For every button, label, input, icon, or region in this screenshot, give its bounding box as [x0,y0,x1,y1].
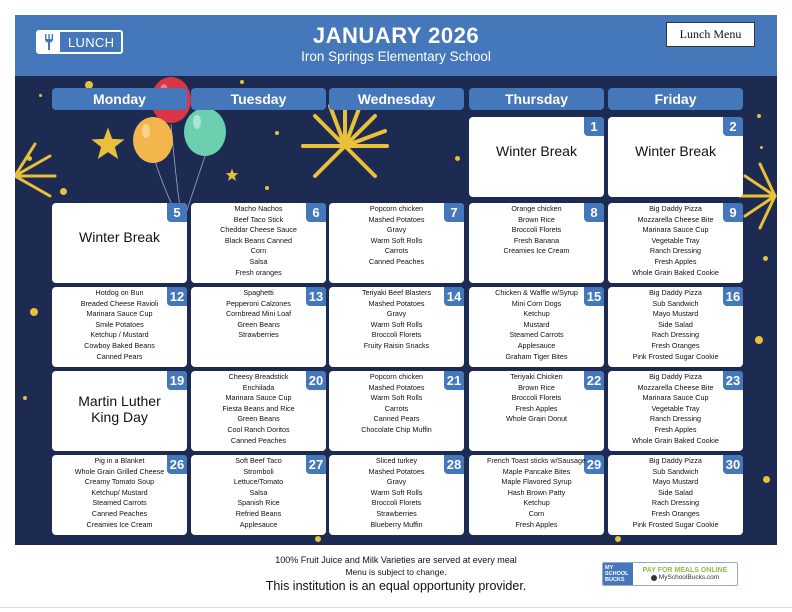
menu-item: Cool Ranch Doritos [227,424,290,434]
menu-item: Cheesy Breadstick [228,372,289,381]
menu-item: Marinara Sauce Cup [225,393,292,403]
menu-items [191,456,326,530]
footer-equal-opportunity: This institution is an equal opportunity provider. [265,579,527,593]
menu-item: Fresh Banana [513,235,560,245]
menu-item: Mashed Potatoes [368,298,425,308]
day-cell [329,371,464,451]
menu-item: Refried Beans [235,508,282,518]
menu-type-label: Lunch Menu [666,22,755,47]
menu-item: Stromboli [243,466,274,476]
date-badge: 13 [306,287,326,306]
menu-item: Chocolate Chip Muffin [361,424,432,434]
menu-item: Gravy [386,477,407,487]
date-badge: 19 [167,371,187,390]
myschoolbucks-url-text: MySchoolBucks.com [658,574,720,581]
day-header-thursday: Thursday [469,88,604,110]
menu-item: Green Beans [237,414,280,424]
menu-item: Graham Tiger Bites [505,351,568,361]
myschoolbucks-logo: MY SCHOOL BUCKS [603,563,633,585]
menu-item: Creamy Tomato Soup [84,477,155,487]
menu-item: Spaghetti [243,288,274,297]
footer [0,545,792,612]
date-badge: 2 [723,117,743,136]
menu-item: Pink Frosted Sugar Cookie [632,519,719,529]
menu-item: Sub Sandwich [652,466,699,476]
menu-item: Strawberries [238,330,279,340]
date-badge: 28 [444,455,464,474]
menu-item: Maple Pancake Bites [502,466,571,476]
menu-item: Mashed Potatoes [368,466,425,476]
menu-items [191,288,326,341]
menu-item: Mozzarella Cheese Bite [637,214,714,224]
menu-item: Fresh oranges [235,267,282,277]
menu-item: Mayo Mustard [652,309,699,319]
date-badge: 30 [723,455,743,474]
menu-items [329,372,464,436]
day-header-tuesday: Tuesday [191,88,326,110]
date-badge: 14 [444,287,464,306]
footer-divider [0,607,792,608]
date-badge: 16 [723,287,743,306]
menu-item: Carrots [384,403,409,413]
menu-item: Salsa [249,256,268,266]
menu-item: Breaded Cheese Ravioli [80,298,159,308]
menu-item: Fruity Raisin Snacks [363,340,430,350]
menu-item: Ketchup/ Mustard [91,487,148,497]
day-cell [608,117,743,197]
star-icon [90,126,126,162]
special-day-label: Winter Break [79,229,160,245]
day-header-monday: Monday [52,88,187,110]
menu-item: Canned Peaches [230,435,287,445]
menu-item: Macho Nachos [234,204,283,213]
menu-item: Blueberry Muffin [370,519,423,529]
menu-item: Cowboy Baked Beans [84,340,155,350]
menu-item: Mayo Mustard [652,477,699,487]
menu-item: Rach Dressing [651,498,700,508]
menu-item: Maple Flavored Syrup [501,477,572,487]
menu-items [608,288,743,362]
menu-item: Enchilada [242,382,275,392]
menu-item: Spanish Rice [237,498,280,508]
menu-item: Beef Taco Stick [233,214,284,224]
firework-icon [295,96,395,196]
day-header-wednesday: Wednesday [329,88,464,110]
pay-online-text: PAY FOR MEALS ONLINE [642,567,728,574]
menu-item: Salsa [249,487,268,497]
menu-item: Hash Brown Patty [507,487,566,497]
menu-items [329,204,464,268]
menu-item: Vegetable Tray [651,403,700,413]
menu-item: Cheddar Cheese Sauce [220,225,297,235]
menu-item: Popcorn chicken [369,372,424,381]
menu-item: Teriyaki Beef Blasters [361,288,432,297]
menu-item: Canned Peaches [91,508,148,518]
day-cell [608,203,743,283]
date-badge: 9 [723,203,743,222]
menu-item: Soft Beef Taco [235,456,282,465]
day-cell [52,455,187,535]
menu-item: Steamed Carrots [92,498,147,508]
menu-items [52,288,187,362]
menu-item: Strawberries [376,508,417,518]
menu-item: Big Daddy Pizza [649,288,702,297]
menu-item: Applesauce [517,340,556,350]
menu-item: Ranch Dressing [649,246,702,256]
lunch-badge-label: LUNCH [68,34,115,50]
menu-item: Orange chicken [511,204,562,213]
special-day-label: Winter Break [496,143,577,159]
menu-item: Broccoli Florets [371,330,422,340]
date-badge: 15 [584,287,604,306]
menu-items [469,372,604,425]
menu-items [191,204,326,278]
menu-item: Steamed Carrots [509,330,564,340]
header [15,15,777,76]
menu-item: Broccoli Florets [511,393,562,403]
day-cell [469,371,604,451]
menu-item: Creamies Ice Cream [86,519,153,529]
menu-item: Fresh Oranges [651,508,700,518]
date-badge: 22 [584,371,604,390]
menu-item: Fresh Apples [654,256,697,266]
menu-item: Rach Dressing [651,330,700,340]
menu-item: Whole Grain Grilled Cheese [74,466,165,476]
menu-item: Teriyaki Chicken [510,372,563,381]
menu-item: Warm Soft Rolls [370,319,423,329]
menu-items [469,456,604,530]
menu-item: Warm Soft Rolls [370,235,423,245]
day-cell [608,455,743,535]
menu-item: Big Daddy Pizza [649,372,702,381]
menu-items [469,288,604,362]
day-cell [329,455,464,535]
menu-item: Ketchup [523,498,550,508]
menu-item: Carrots [384,246,409,256]
menu-item: Gravy [386,225,407,235]
footer-change-note: Menu is subject to change. [345,567,447,577]
menu-item: Brown Rice [518,382,555,392]
day-cell [329,203,464,283]
menu-items [329,456,464,530]
day-cell [52,287,187,367]
day-cell [469,455,604,535]
menu-item: Mozzarella Cheese Bite [637,382,714,392]
menu-item: Corn [250,246,267,256]
menu-item: Fresh Apples [515,403,558,413]
menu-item: Broccoli Florets [511,225,562,235]
menu-item: Fresh Apples [515,519,558,529]
menu-item: Brown Rice [518,214,555,224]
day-cell [469,287,604,367]
menu-item: Big Daddy Pizza [649,456,702,465]
menu-item: Mashed Potatoes [368,382,425,392]
menu-item: Mashed Potatoes [368,214,425,224]
date-badge: 20 [306,371,326,390]
menu-item: Chicken & Waffle w/Syrup [495,288,578,297]
myschoolbucks-url[interactable] [651,574,719,581]
menu-item: Pig in a Blanket [94,456,145,465]
menu-item: Cornbread Mini Loaf [225,309,292,319]
day-cell [191,287,326,367]
day-cell [52,371,187,451]
myschoolbucks-banner[interactable] [602,562,738,586]
calendar-board [15,76,777,545]
menu-item: Creamies Ice Cream [503,246,570,256]
menu-item: Smile Potatoes [95,319,144,329]
menu-item: Fresh Oranges [651,340,700,350]
menu-items [608,204,743,278]
menu-item: Side Salad [658,487,693,497]
date-badge: 23 [723,371,743,390]
menu-items [608,372,743,446]
menu-item: Marinara Sauce Cup [642,393,709,403]
day-header-friday: Friday [608,88,743,110]
day-cell [191,455,326,535]
date-badge: 8 [584,203,604,222]
menu-item: Sub Sandwich [652,298,699,308]
date-badge: 21 [444,371,464,390]
date-badge: 5 [167,203,187,222]
menu-item: Warm Soft Rolls [370,393,423,403]
special-day-label: Martin Luther King Day [78,393,161,425]
menu-item: Side Salad [658,319,693,329]
menu-item: Pink Frosted Sugar Cookie [632,351,719,361]
day-cell [191,371,326,451]
menu-item: Canned Peaches [368,256,425,266]
menu-items [329,288,464,352]
menu-item: Marinara Sauce Cup [642,225,709,235]
menu-page [15,15,777,545]
menu-item: Gravy [386,309,407,319]
menu-item: Hotdog on Bun [95,288,144,297]
menu-item: Mini Corn Dogs [511,298,562,308]
menu-item: Corn [528,508,545,518]
day-cell [469,117,604,197]
school-name: Iron Springs Elementary School [301,49,491,64]
day-cell [191,203,326,283]
menu-item: Canned Pears [373,414,420,424]
menu-item: Sliced turkey [375,456,418,465]
date-badge: 6 [306,203,326,222]
menu-item: Whole Grain Donut [505,414,568,424]
menu-item: French Toast sticks w/Sausage [487,456,586,465]
date-badge: 29 [584,455,604,474]
menu-item: Ketchup [523,309,550,319]
menu-item: Black Beans Canned [224,235,293,245]
footer-beverage-note: 100% Fruit Juice and Milk Varieties are served at every meal [275,555,517,565]
menu-item: Pepperoni Calzones [226,298,291,308]
menu-item: Applesauce [239,519,278,529]
menu-items [469,204,604,257]
menu-item: Vegetable Tray [651,235,700,245]
menu-item: Mustard [523,319,550,329]
menu-item: Green Beans [237,319,280,329]
menu-item: Whole Grain Baked Cookie [632,435,719,445]
menu-items [608,456,743,530]
page-title: JANUARY 2026 [312,23,480,48]
menu-item: Whole Grain Baked Cookie [632,267,719,277]
menu-item: Big Daddy Pizza [649,204,702,213]
globe-icon [651,575,657,581]
day-cell [329,287,464,367]
date-badge: 12 [167,287,187,306]
date-badge: 26 [167,455,187,474]
special-day-label: Winter Break [635,143,716,159]
menu-item: Warm Soft Rolls [370,487,423,497]
menu-item: Marinara Sauce Cup [86,309,153,319]
menu-item: Ranch Dressing [649,414,702,424]
day-cell [52,203,187,283]
date-badge: 7 [444,203,464,222]
menu-item: Popcorn chicken [369,204,424,213]
menu-item: Ketchup / Mustard [90,330,149,340]
menu-item: Fresh Apples [654,424,697,434]
day-cell [608,371,743,451]
menu-item: Lettuce/Tomato [233,477,284,487]
menu-item: Broccoli Florets [371,498,422,508]
day-cell [469,203,604,283]
menu-items [52,456,187,530]
menu-items [191,372,326,446]
day-cell [608,287,743,367]
date-badge: 1 [584,117,604,136]
menu-item: Canned Pears [96,351,143,361]
menu-item: Fiesta Beans and Rice [222,403,295,413]
date-badge: 27 [306,455,326,474]
